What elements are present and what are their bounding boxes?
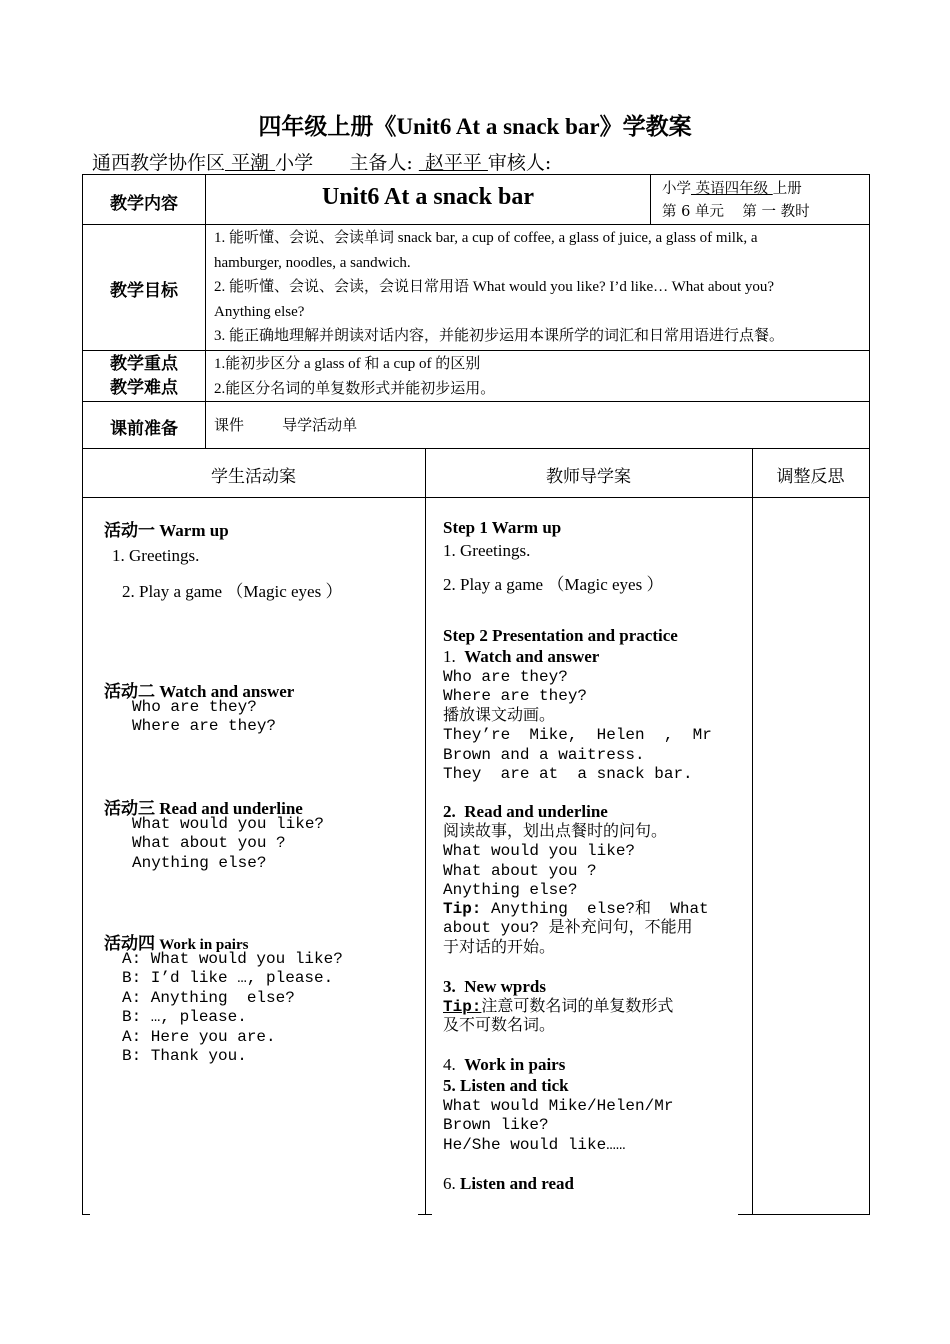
key-point-line: 1.能初步区分 a glass of 和 a cup of 的区别 (214, 356, 481, 372)
step-1-title: Step 1 Warm up (443, 518, 562, 537)
step-2-6-number: 6. (443, 1174, 460, 1193)
objective-line: hamburger, noodles, a sandwich. (214, 254, 411, 271)
objectives-label: 教学目标 (110, 281, 178, 301)
tip-text: 注意可数名词的单复数形式 及不可数名词。 (443, 998, 674, 1036)
activity-4-title-en: Work in pairs (159, 937, 249, 953)
step-2-4-title: Work in pairs (464, 1055, 566, 1074)
col-teacher: 教师导学案 (546, 467, 631, 487)
prep-value: 课件 导学活动单 (214, 416, 358, 434)
unit-lesson: 第 6 单元 第 一 教时 (662, 204, 810, 220)
step-2-4-number: 4. (443, 1055, 465, 1074)
grade-subject: 英语四年级 (691, 181, 773, 197)
school-name: 平潮 (225, 152, 276, 174)
tip-text: Anything else?和 What about you? 是补充问句，不能用 于对话的开始。 (443, 900, 709, 957)
page-title: 四年级上册《Unit6 At a snack bar》学教案 (258, 114, 692, 139)
grade-info (662, 178, 810, 224)
step-2-1-lines: Who are they? Where are they? 播放课文动画。 They’re Mike, Helen , Mr Brown and a waitress. They are at a snack bar. (443, 668, 712, 784)
area-name: 通西教学协作区 (92, 152, 226, 174)
activity-3-lines: What would you like? What about you ? Anything else? (132, 815, 325, 872)
header-line (92, 148, 551, 175)
step-2-6-title: Listen and read (460, 1174, 574, 1193)
tip-label: Tip: (443, 998, 482, 1016)
activity-1-title: 活动一 Warm up (104, 521, 229, 540)
step-2-title: Step 2 Presentation and practice (443, 626, 678, 645)
objective-line: 1. 能听懂、会说、会读单词 snack bar, a cup of coffee, a glass of juice, a glass of milk, a (214, 230, 758, 246)
key-difficult-label (82, 352, 206, 400)
prep-label: 课前准备 (110, 419, 178, 439)
tip-label: Tip: (443, 900, 482, 918)
step-2-2-title: 2. Read and underline (443, 802, 608, 821)
step-2-1-number: 1. (443, 647, 465, 666)
step-2-1-title: Watch and answer (464, 647, 600, 666)
col-student: 学生活动案 (211, 467, 296, 487)
objective-line: Anything else? (214, 303, 305, 320)
school-suffix: 小学 (275, 152, 314, 174)
reviewer-label: 审核人: (487, 152, 552, 174)
activity-1-item: 1. Greetings. (112, 546, 200, 565)
step-2-4-heading (443, 1055, 565, 1075)
key-points-list (214, 352, 495, 401)
step-1-item: 1. Greetings. (443, 541, 531, 560)
activity-1-item: 2. Play a game （Magic eyes ） (122, 582, 343, 601)
objectives-list (214, 226, 864, 349)
step-2-2-tip (443, 900, 709, 958)
grade-level: 小学 (662, 181, 691, 197)
activity-3-title: 活动三 Read and underline (104, 799, 303, 818)
col-reflect: 调整反思 (776, 467, 845, 487)
activity-4-dialogue: A: What would you like? B: I’d like …, please. A: Anything else? B: …, please. A: Here you are. B: Thank you. (122, 950, 343, 1066)
objective-line: 3. 能正确地理解并朗读对话内容，并能初步运用本课所学的词汇和日常用语进行点餐。 (214, 328, 785, 344)
step-2-5-title: 5. Listen and tick (443, 1076, 569, 1095)
step-2-2-lines: 阅读故事，划出点餐时的问句。 What would you like? What about you ? Anything else? (443, 823, 668, 900)
activity-4-title-cn: 活动四 (104, 934, 160, 953)
activity-2-lines: Who are they? Where are they? (132, 698, 277, 736)
key-label: 教学重点 (110, 354, 178, 374)
content-label: 教学内容 (110, 194, 178, 214)
preparer-label: 主备人: (349, 152, 413, 174)
step-2-3-tip (443, 998, 673, 1037)
objective-line: 2. 能听懂、会说、会读，会说日常用语 What would you like? I’d like… What about you? (214, 279, 775, 295)
step-2-3-title: 3. New wprds (443, 977, 546, 996)
step-2-5-lines: What would Mike/Helen/Mr Brown like? He/She would like…… (443, 1097, 674, 1154)
content-value: Unit6 At a snack bar (321, 184, 535, 210)
activity-2-title: 活动二 Watch and answer (104, 682, 295, 701)
grade-volume: 上册 (772, 181, 802, 197)
step-1-item: 2. Play a game （Magic eyes ） (443, 575, 664, 594)
key-point-line: 2.能区分名词的单复数形式并能初步运用。 (214, 380, 496, 397)
step-2-1-heading (443, 647, 599, 667)
difficult-label: 教学难点 (110, 378, 178, 398)
step-2-6-heading (443, 1174, 574, 1194)
preparer-name: 赵平平 (418, 152, 488, 174)
